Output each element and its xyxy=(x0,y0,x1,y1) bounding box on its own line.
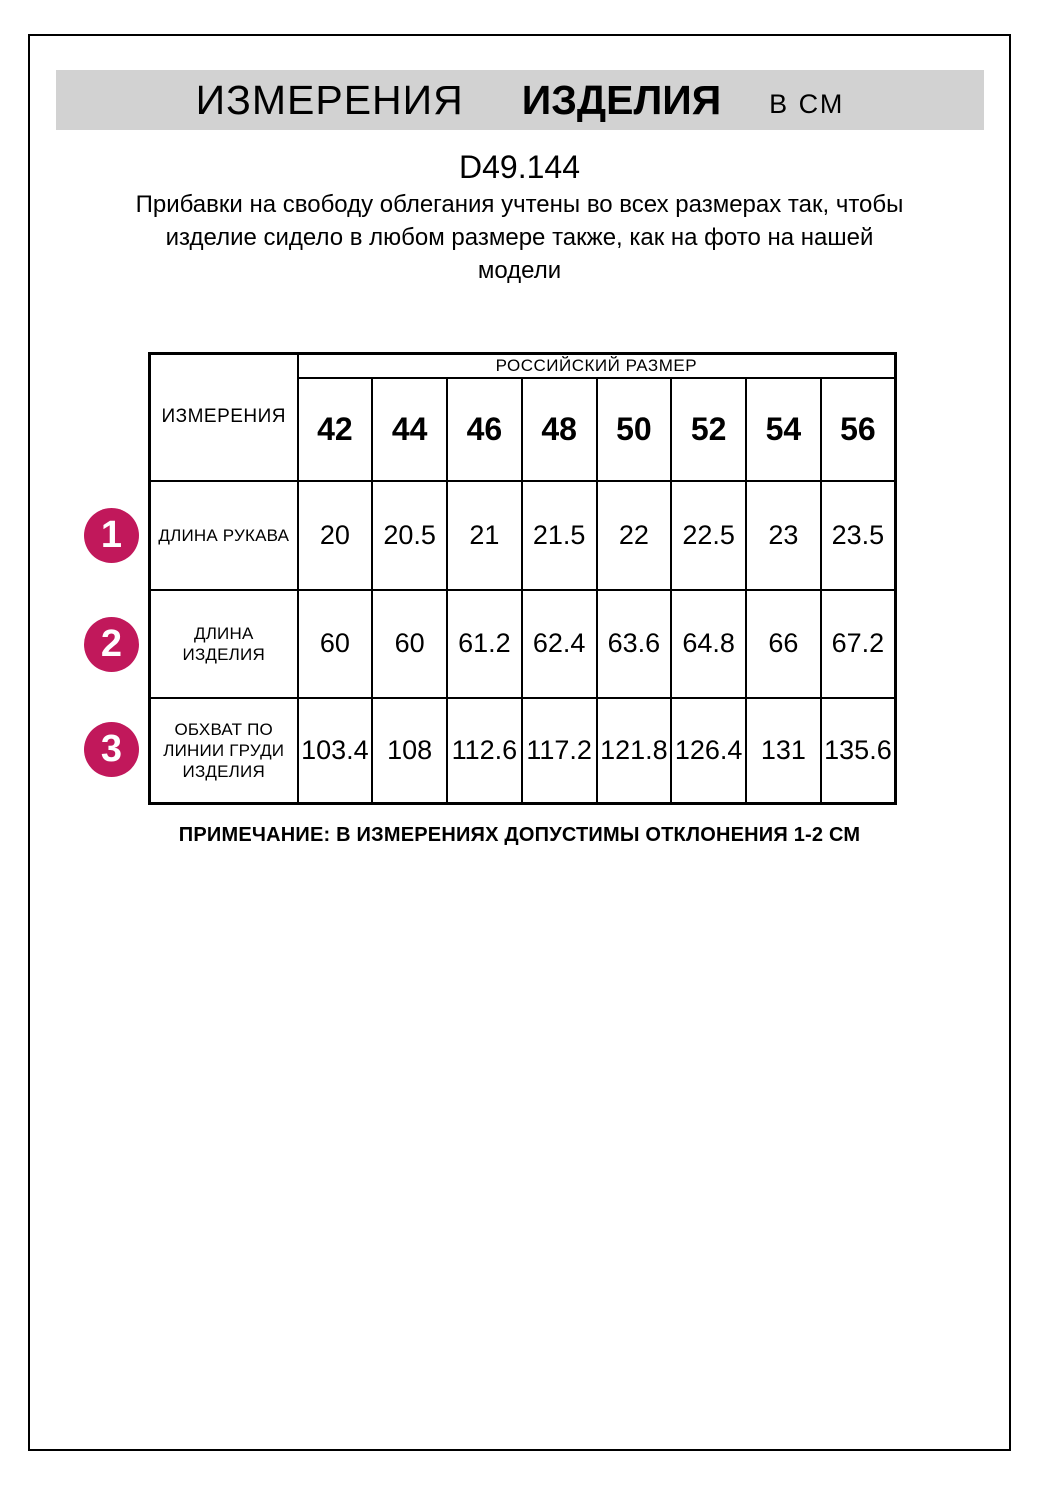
value-cell: 22 xyxy=(597,481,672,590)
size-col-44: 44 xyxy=(372,378,447,481)
size-col-56: 56 xyxy=(821,378,896,481)
value-cell: 64.8 xyxy=(671,590,746,698)
value-cell: 126.4 xyxy=(671,698,746,804)
size-col-42: 42 xyxy=(298,378,373,481)
value-cell: 20 xyxy=(298,481,373,590)
value-cell: 22.5 xyxy=(671,481,746,590)
value-cell: 112.6 xyxy=(447,698,522,804)
size-col-50: 50 xyxy=(597,378,672,481)
value-cell: 21.5 xyxy=(522,481,597,590)
value-cell: 67.2 xyxy=(821,590,896,698)
value-cell: 66 xyxy=(746,590,821,698)
table-row-sleeve-length xyxy=(150,481,896,590)
value-cell: 103.4 xyxy=(298,698,373,804)
row-label-chest-girth: ОБХВАТ ПО ЛИНИИ ГРУДИ ИЗДЕЛИЯ xyxy=(150,698,298,804)
description-line-2: изделие сидело в любом размере также, как на фото на нашей xyxy=(165,224,874,251)
value-cell: 60 xyxy=(298,590,373,698)
value-cell: 60 xyxy=(372,590,447,698)
value-cell: 21 xyxy=(447,481,522,590)
value-cell: 108 xyxy=(372,698,447,804)
row-marker-3: 3 xyxy=(84,722,139,777)
table-corner-header: ИЗМЕРЕНИЯ xyxy=(150,354,298,481)
row-label-product-length: ДЛИНА ИЗДЕЛИЯ xyxy=(150,590,298,698)
value-cell: 23 xyxy=(746,481,821,590)
note: ПРИМЕЧАНИЕ: В ИЗМЕРЕНИЯХ ДОПУСТИМЫ ОТКЛОНЕНИЯ 1-2 СМ xyxy=(178,824,861,846)
value-cell: 61.2 xyxy=(447,590,522,698)
size-table xyxy=(148,352,897,805)
size-group-header: РОССИЙСКИЙ РАЗМЕР xyxy=(298,354,896,378)
value-cell: 135.6 xyxy=(821,698,896,804)
row-marker-1: 1 xyxy=(84,508,139,563)
title-product: ИЗДЕЛИЯ xyxy=(521,76,722,123)
table-row-product-length xyxy=(150,590,896,698)
description-line-1: Прибавки на свободу облегания учтены во всех размерах так, чтобы xyxy=(135,191,904,218)
description-line-3: модели xyxy=(477,257,562,284)
value-cell: 23.5 xyxy=(821,481,896,590)
row-marker-2: 2 xyxy=(84,617,139,672)
title-measurements: ИЗМЕРЕНИЯ xyxy=(195,76,464,123)
size-col-46: 46 xyxy=(447,378,522,481)
value-cell: 131 xyxy=(746,698,821,804)
size-col-48: 48 xyxy=(522,378,597,481)
value-cell: 117.2 xyxy=(522,698,597,804)
value-cell: 62.4 xyxy=(522,590,597,698)
value-cell: 121.8 xyxy=(597,698,672,804)
description xyxy=(28,188,1011,287)
model-code: D49.144 xyxy=(459,149,580,185)
value-cell: 63.6 xyxy=(597,590,672,698)
size-col-52: 52 xyxy=(671,378,746,481)
size-col-54: 54 xyxy=(746,378,821,481)
title-bar xyxy=(56,70,984,130)
title-units: В СМ xyxy=(769,89,845,119)
value-cell: 20.5 xyxy=(372,481,447,590)
row-label-sleeve-length: ДЛИНА РУКАВА xyxy=(150,481,298,590)
table-row-chest-girth xyxy=(150,698,896,804)
